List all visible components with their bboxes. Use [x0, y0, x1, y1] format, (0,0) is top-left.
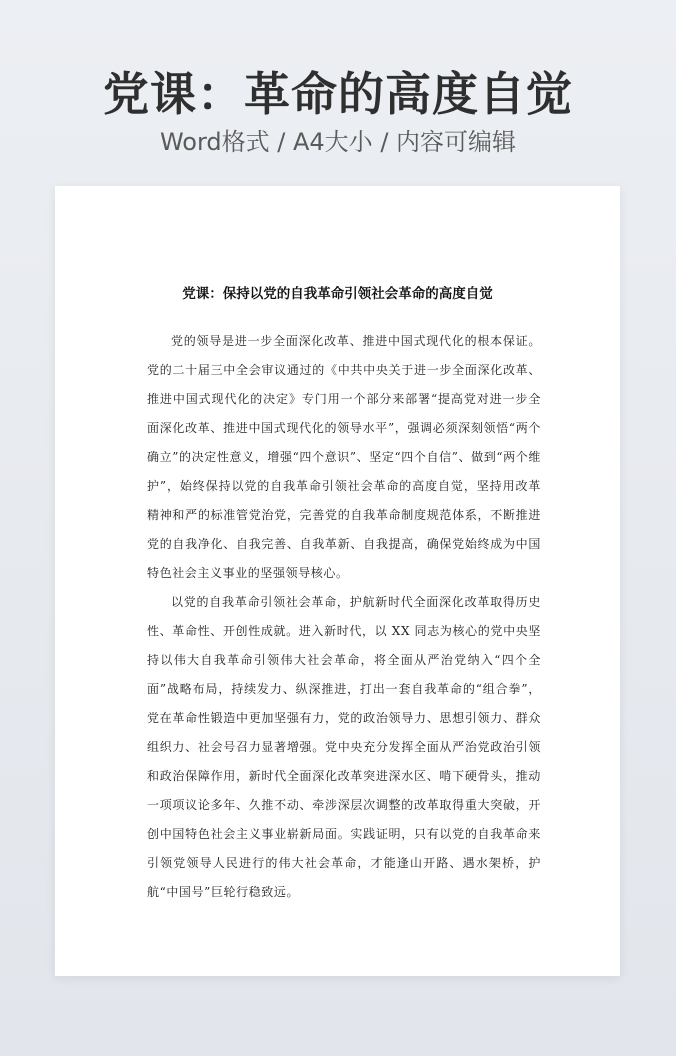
document-paragraph: 党的领导是进一步全面深化改革、推进中国式现代化的根本保证。党的二十届三中全会审议通过的《中共中央关于进一步全面深化改革、推进中国式现代化的决定》专门用一个部分来部署“提高党对进一步全面深化改革、推进中国式现代化的领导水平”，强调必须深刻领悟“两个确立”的决定性意义，增强“四个意识”、坚定“四个自信”、做到“两个维护”，始终保持以党的自我革命引领社会革命的高度自觉，坚持用改革精神和严的标准管党治党，完善党的自我革命制度规范体系，不断推进党的自我净化、自我完善、自我革新、自我提高，确保党始终成为中国特色社会主义事业的坚强领导核心。 [147, 334, 541, 580]
document-title: 党课：保持以党的自我革命引领社会革命的高度自觉 [182, 286, 493, 302]
document-body [147, 327, 541, 907]
document-page [55, 186, 620, 976]
document-paragraph: 以党的自我革命引领社会革命，护航新时代全面深化改革取得历史性、革命性、开创性成就。进入新时代，以 XX 同志为核心的党中央坚持以伟大自我革命引领伟大社会革命，将全面从严治党纳入“四个全面”战略布局，持续发力、纵深推进，打出一套自我革命的“组合拳”，党在革命性锻造中更加坚强有力，党的政治领导力、思想引领力、群众组织力、社会号召力显著增强。党中央充分发挥全面从严治党政治引领和政治保障作用，新时代全面深化改革突进深水区、啃下硬骨头，推动一项项议论多年、久推不动、牵涉深层次调整的改革取得重大突破，开创中国特色社会主义事业崭新局面。实践证明，只有以党的自我革命来引领党领导人民进行的伟大社会革命，才能逢山开路、遇水架桥，护航“中国号”巨轮行稳致远。 [147, 595, 541, 899]
page-header [0, 66, 676, 158]
page-subtitle: Word格式 / A4大小 / 内容可编辑 [159, 128, 517, 156]
page-title: 党课：革命的高度自觉 [103, 67, 573, 121]
